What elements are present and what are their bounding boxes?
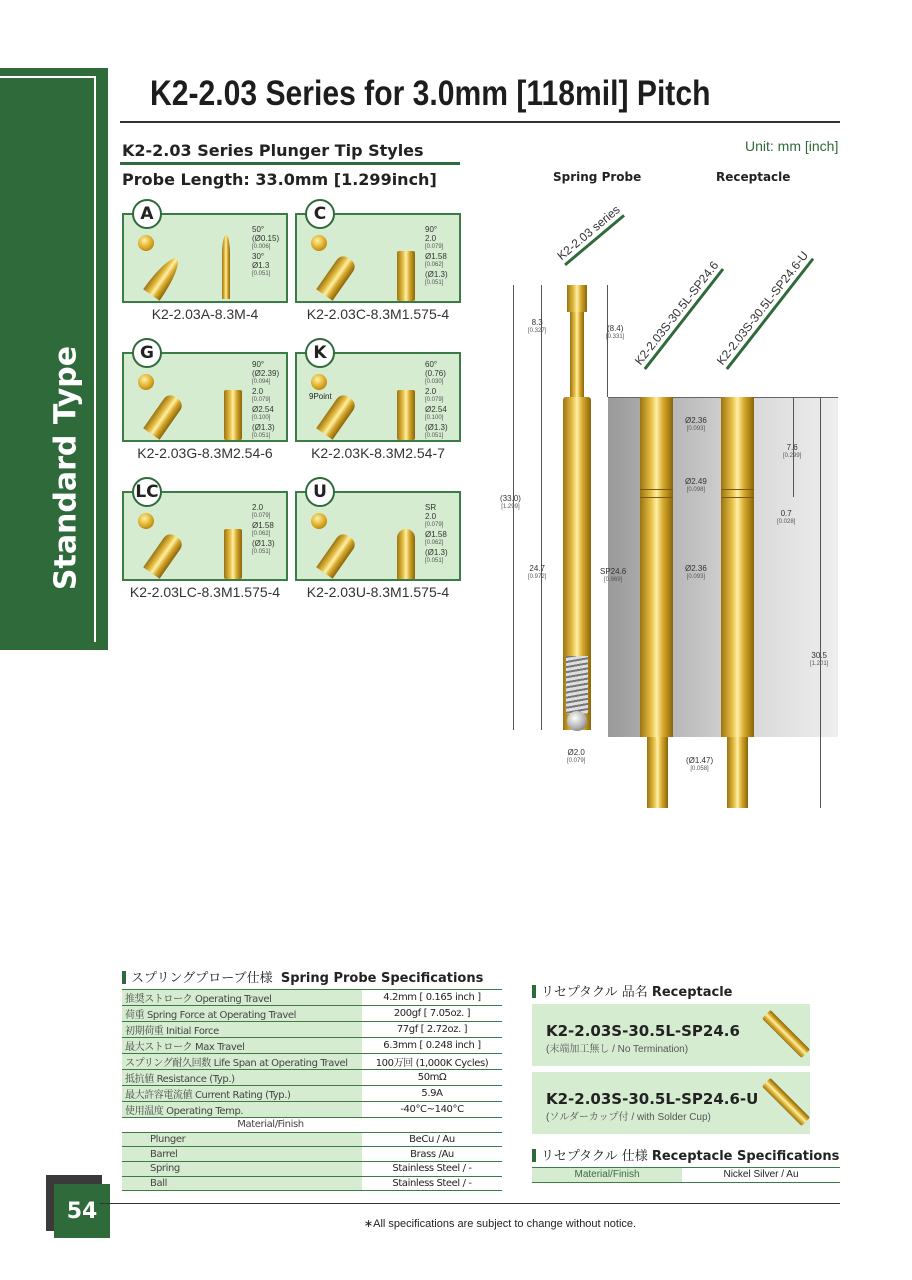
spring-specs-heading: スプリングプローブ仕様 Spring Probe Specifications: [122, 967, 483, 986]
tip-dimension: 90°: [252, 360, 265, 369]
tip-dimension: 2.0: [252, 387, 264, 396]
spec-row: [122, 1086, 502, 1102]
material-part: Barrel: [122, 1147, 362, 1162]
tip-dimension: Ø2.54: [252, 405, 274, 414]
tip-side-view: [397, 529, 415, 579]
tip-part-number: K2-2.03G-8.3M2.54-6: [137, 445, 273, 461]
spec-value: 100万回 (1,000K Cycles): [362, 1054, 502, 1070]
probe-length: Probe Length: 33.0mm [1.299inch]: [122, 170, 437, 189]
receptacle-material-value: Nickel Silver / Au: [723, 1169, 799, 1180]
receptacle-image: [762, 1078, 810, 1126]
dim-2-36-top: Ø2.36 [0.093]: [685, 416, 707, 432]
material-value: Stainless Steel / -: [362, 1162, 502, 1177]
unit-label: Unit: mm [inch]: [745, 138, 839, 154]
tip-dimension: (Ø1.3): [252, 423, 275, 432]
spec-label: 抵抗値 Resistance (Typ.): [122, 1070, 362, 1086]
tip-dimension: (Ø1.3): [425, 423, 448, 432]
tip-dimension: [0.079]: [425, 397, 444, 403]
receptacle-tag-1: K2-2.03S-30.5L-SP24.6: [632, 259, 725, 370]
material-header: Material/Finish: [122, 1118, 362, 1133]
tip-dimension: [0.062]: [425, 540, 444, 546]
series-tag: K2-2.03 series: [554, 202, 625, 266]
tip-dimension: 2.0: [425, 387, 437, 396]
probe-spring: [566, 656, 588, 714]
spec-value: 4.2mm [ 0.165 inch ]: [362, 990, 502, 1006]
receptacle-material-row: [532, 1167, 840, 1183]
dim-2-49: Ø2.49 [0.098]: [685, 477, 707, 493]
spec-value: 50mΩ: [362, 1070, 502, 1086]
tip-dimension: [0.051]: [425, 280, 444, 286]
dim-line-30-5: [820, 397, 821, 808]
tip-dimension: [0.079]: [252, 397, 271, 403]
tip-badge: G: [132, 338, 162, 368]
tip-badge: U: [305, 477, 335, 507]
tip-dimension: [0.100]: [252, 415, 271, 421]
tip-side-view: [397, 251, 415, 301]
tip-style-box: [122, 343, 288, 442]
receptacle-part-number: K2-2.03S-30.5L-SP24.6-U: [546, 1090, 759, 1108]
receptacle-description: (末端加工無し / No Termination): [546, 1044, 689, 1055]
probe-plunger: [570, 312, 584, 397]
receptacle-tag-2: K2-2.03S-30.5L-SP24.6-U: [714, 249, 814, 370]
tip-end-view-icon: [138, 235, 154, 251]
tip-badge: K: [305, 338, 335, 368]
dim-33: (33.0) [1.299]: [500, 494, 521, 510]
tip-dimension: [0.100]: [425, 415, 444, 421]
material-header-row: [122, 1118, 502, 1133]
tip-style-box: [122, 204, 288, 303]
receptacle-part-number: K2-2.03S-30.5L-SP24.6: [546, 1022, 740, 1040]
tip-part-number: K2-2.03LC-8.3M1.575-4: [129, 584, 281, 600]
receptacle-label: Receptacle: [716, 170, 791, 184]
sidebar-label: Standard Type: [48, 345, 84, 591]
footer-note: ∗All specifications are subject to change without notice.: [363, 1218, 637, 1230]
spec-value: 200gf [ 7.05oz. ]: [362, 1006, 502, 1022]
spec-row: [122, 990, 502, 1006]
material-part: Plunger: [122, 1132, 362, 1147]
tip-3d-icon: [143, 531, 185, 579]
tip-end-view-icon: [138, 513, 154, 529]
tip-part-number: K2-2.03A-8.3M-4: [151, 306, 259, 322]
spec-row: [122, 1102, 502, 1118]
material-row: [122, 1162, 502, 1177]
tip-dimension: 2.0: [425, 512, 437, 521]
tip-dimension: [0.051]: [425, 433, 444, 439]
tip-dimension: [0.051]: [252, 549, 271, 555]
tip-3d-icon: [143, 392, 185, 440]
tip-dimension: Ø1.3: [252, 261, 270, 270]
spec-value: 5.9A: [362, 1086, 502, 1102]
receptacle-heading: リセプタクル 品名 Receptacle: [532, 981, 732, 1000]
receptacle-2-ring: [721, 489, 754, 498]
spec-row: [122, 1022, 502, 1038]
tip-dimension: [0.079]: [425, 522, 444, 528]
tip-dimension: [0.006]: [252, 244, 271, 250]
page-number: 54: [54, 1184, 110, 1238]
dim-sp24-6: SP24.6 [0.969]: [600, 567, 627, 583]
tip-style-box: [295, 482, 461, 581]
spec-label: スプリング耐久回数 Life Span at Operating Travel: [122, 1054, 362, 1070]
spec-label: 使用温度 Operating Temp.: [122, 1102, 362, 1118]
tip-dimension: (0.76): [425, 369, 446, 378]
spring-specs-table: [122, 989, 502, 1191]
dim-0-7: 0.7 [0.028]: [777, 509, 796, 525]
tip-dimension: (Ø1.3): [252, 539, 275, 548]
tip-dimension: 30°: [252, 252, 265, 261]
receptacle-item: [532, 1004, 810, 1066]
spec-label: 荷重 Spring Force at Operating Travel: [122, 1006, 362, 1022]
tip-3d-icon: [316, 531, 358, 579]
tip-dimension: [0.051]: [252, 271, 271, 277]
tip-dimension: Ø1.58: [425, 530, 447, 539]
spec-value: -40°C~140°C: [362, 1102, 502, 1118]
receptacle-1-tail: [647, 737, 668, 808]
spec-row: [122, 1070, 502, 1086]
tip-end-view-icon: [311, 374, 327, 390]
tip-badge: LC: [132, 477, 162, 507]
dim-24-7: 24.7 [0.972]: [528, 564, 547, 580]
tip-side-view: [222, 235, 230, 299]
tip-dimension: [0.051]: [425, 558, 444, 564]
tip-dimension: 2.0: [252, 503, 264, 512]
material-row: [122, 1147, 502, 1162]
tip-dimension: [0.094]: [252, 379, 271, 385]
tip-dimension: (Ø0.15): [252, 234, 280, 243]
tip-dimension: Ø1.58: [425, 252, 447, 261]
tip-dimension: 60°: [425, 360, 438, 369]
tip-side-view: [397, 390, 415, 440]
tip-dimension: (Ø2.39): [252, 369, 280, 378]
dim-1-47: (Ø1.47) [0.058]: [686, 756, 714, 772]
tip-dimension: [0.051]: [252, 433, 271, 439]
tip-dimension: (Ø1.3): [425, 270, 448, 279]
tip-dimension: [0.079]: [252, 513, 271, 519]
heading-underline: [120, 162, 460, 165]
receptacle-2-solder-cup: [727, 737, 748, 808]
tip-dimension: [0.062]: [425, 262, 444, 268]
material-row: [122, 1132, 502, 1147]
footer-divider: [100, 1203, 840, 1204]
tip-styles-heading: K2-2.03 Series Plunger Tip Styles: [122, 141, 424, 160]
receptacle-image: [762, 1010, 810, 1058]
probe-ball: [567, 711, 587, 731]
tip-end-view-icon: [138, 374, 154, 390]
tip-dimension: Ø1.58: [252, 521, 274, 530]
tip-part-number: K2-2.03C-8.3M1.575-4: [306, 306, 450, 322]
tip-style-box: [295, 204, 461, 303]
tip-badge: C: [305, 199, 335, 229]
tip-dimension: 90°: [425, 225, 438, 234]
tip-note: 9Point: [309, 392, 332, 401]
tip-3d-icon: [316, 253, 358, 301]
dim-2-0: Ø2.0 [0.079]: [567, 748, 586, 764]
spec-value: 6.3mm [ 0.248 inch ]: [362, 1038, 502, 1054]
spec-row: [122, 1054, 502, 1070]
material-row: [122, 1176, 502, 1191]
material-value: BeCu / Au: [362, 1132, 502, 1147]
tip-end-view-icon: [311, 235, 327, 251]
tip-badge: A: [132, 199, 162, 229]
receptacle-2-body: [721, 397, 754, 737]
probe-plunger-head: [567, 285, 587, 312]
tip-style-box: [122, 482, 288, 581]
spec-row: [122, 1006, 502, 1022]
tip-dimension: (Ø1.3): [425, 548, 448, 557]
tip-part-number: K2-2.03U-8.3M1.575-4: [306, 584, 450, 600]
spec-label: 推奨ストローク Operating Travel: [122, 990, 362, 1006]
dim-8-4: (8.4) [0.331]: [606, 324, 625, 340]
material-part: Ball: [122, 1176, 362, 1191]
dim-line-8-3: [541, 285, 542, 730]
receptacle-material-label: Material/Finish: [532, 1168, 682, 1182]
receptacle-1-ring: [640, 489, 673, 498]
dim-7-6: 7.6 [0.299]: [783, 443, 802, 459]
spec-label: 最大ストローク Max Travel: [122, 1038, 362, 1054]
tip-side-view: [224, 529, 242, 579]
tip-dimension: 50°: [252, 225, 265, 234]
spring-probe-label: Spring Probe: [553, 170, 642, 184]
dim-30-5: 30.5 [1.201]: [810, 651, 829, 667]
receptacle-item: [532, 1072, 810, 1134]
tip-dimension: 2.0: [425, 234, 437, 243]
spec-row: [122, 1038, 502, 1054]
tip-style-box: [295, 343, 461, 442]
tip-dimension: [0.062]: [252, 531, 271, 537]
sidebar-band: [0, 68, 108, 650]
material-value: Stainless Steel / -: [362, 1176, 502, 1191]
spec-label: 初期荷重 Initial Force: [122, 1022, 362, 1038]
tip-part-number: K2-2.03K-8.3M2.54-7: [311, 445, 445, 461]
tip-dimension: [0.030]: [425, 379, 444, 385]
receptacle-description: (ソルダーカップ付 / with Solder Cup): [546, 1112, 711, 1123]
tip-end-view-icon: [311, 513, 327, 529]
material-part: Spring: [122, 1162, 362, 1177]
tip-dimension: Ø2.54: [425, 405, 447, 414]
material-value: Brass /Au: [362, 1147, 502, 1162]
tip-dimension: SR: [425, 503, 437, 512]
receptacle-specs-heading: リセプタクル 仕様 Receptacle Specifications: [532, 1145, 839, 1164]
tip-side-view: [224, 390, 242, 440]
dim-2-36-bottom: Ø2.36 [0.093]: [685, 564, 707, 580]
spec-value: 77gf [ 2.72oz. ]: [362, 1022, 502, 1038]
title-divider: [120, 121, 840, 123]
tip-3d-icon: [143, 253, 185, 301]
receptacle-1-body: [640, 397, 673, 737]
dim-8-3: 8.3 [0.327]: [528, 318, 547, 334]
spec-label: 最大許容電流値 Current Rating (Typ.): [122, 1086, 362, 1102]
tip-dimension: [0.079]: [425, 244, 444, 250]
page-title: K2-2.03 Series for 3.0mm [118mil] Pitch: [150, 74, 711, 113]
